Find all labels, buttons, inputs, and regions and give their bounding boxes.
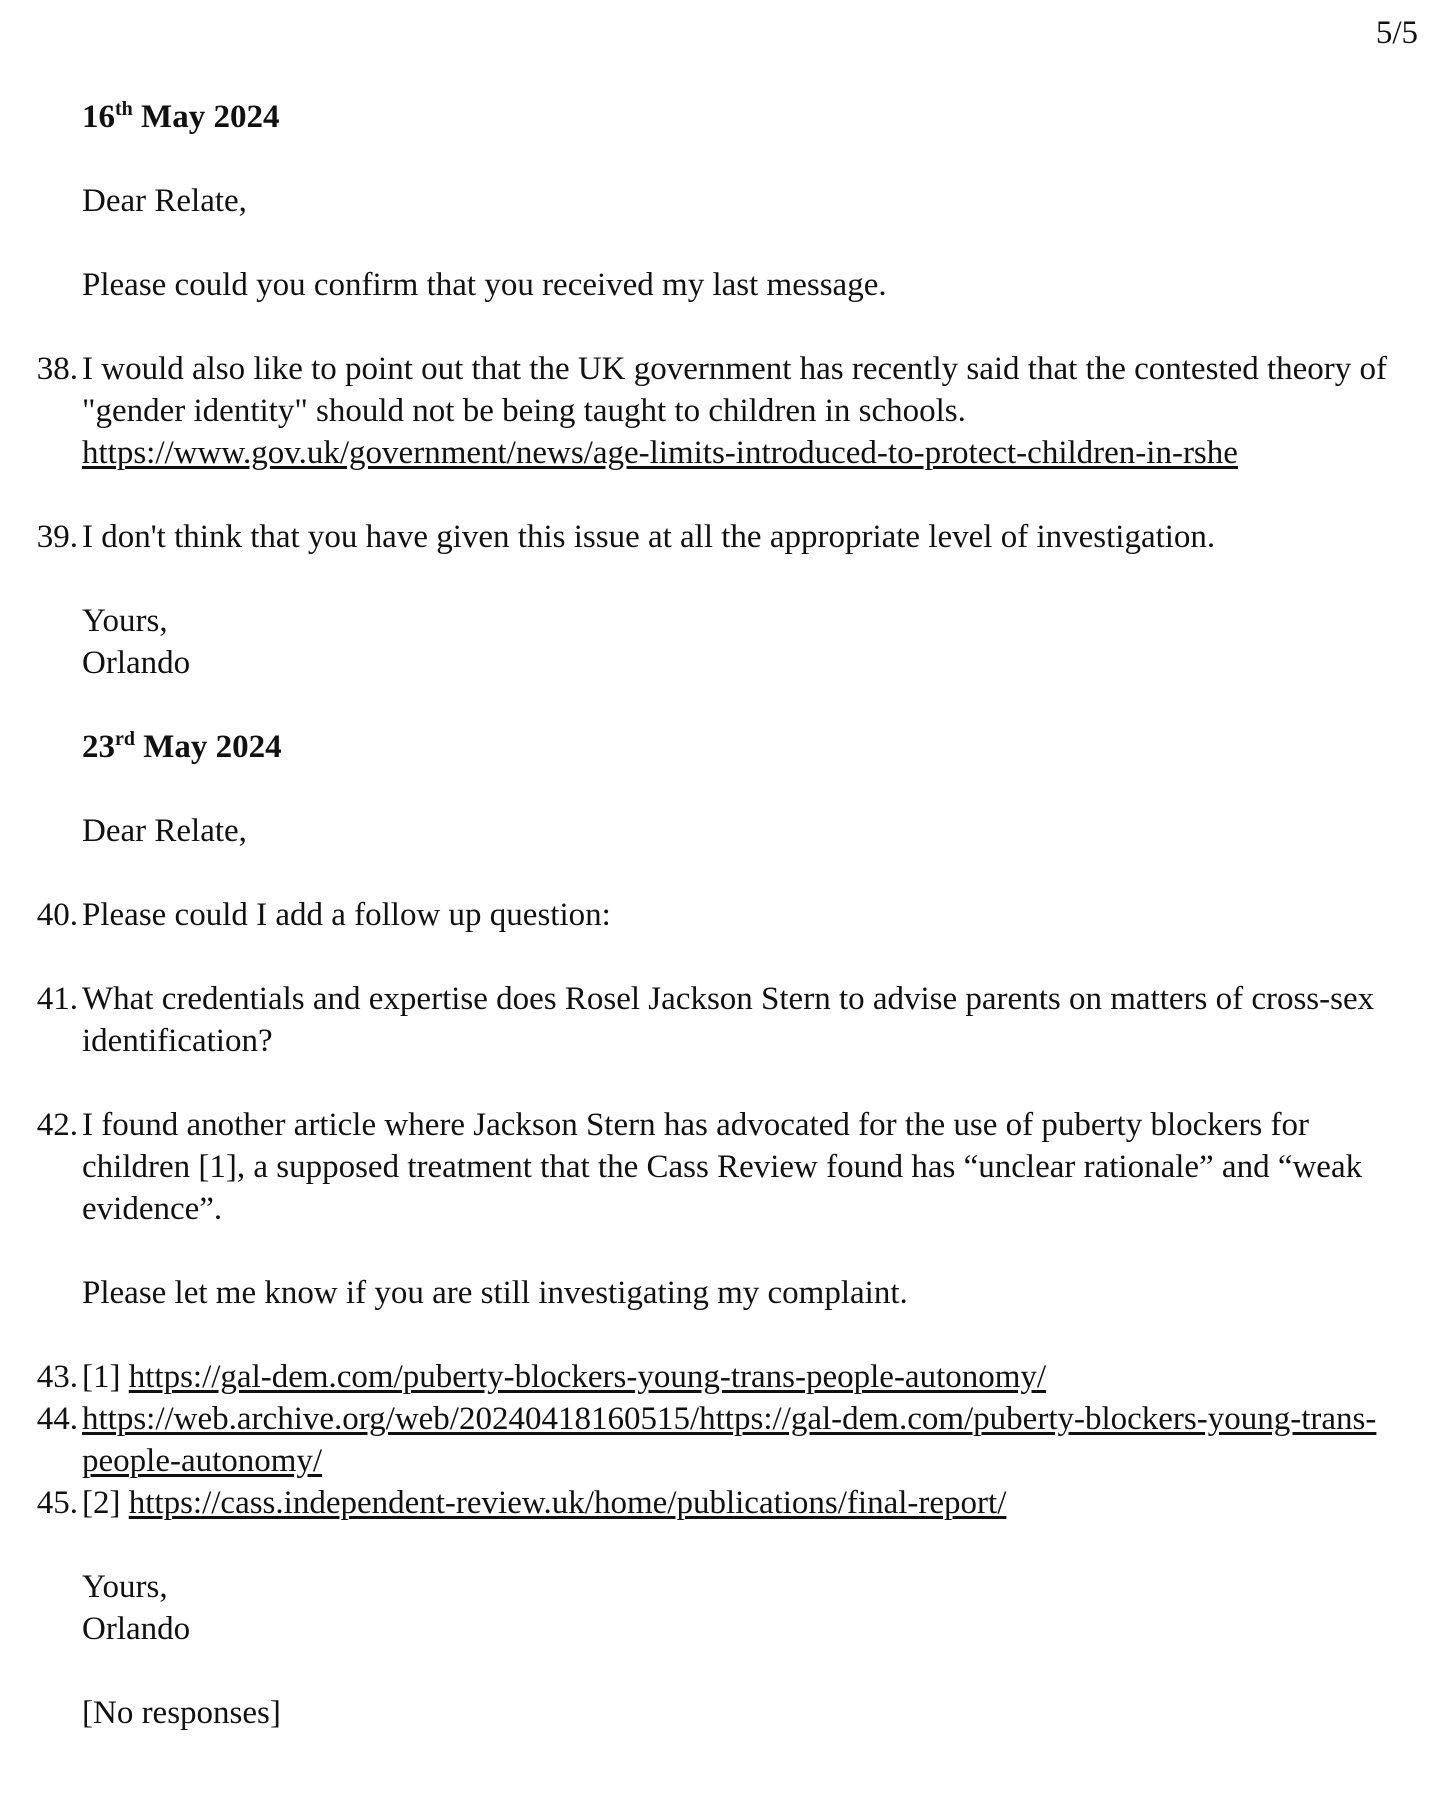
date-month-year: May 2024 xyxy=(141,99,280,135)
date-day: 16 xyxy=(82,99,115,135)
item-number: 39. xyxy=(36,519,78,555)
document-body xyxy=(36,96,1422,1776)
gal-dem-link[interactable]: https://gal-dem.com/puberty-blockers-young-trans-people-autonomy/ xyxy=(128,1359,1047,1395)
page-number: 5/5 xyxy=(1375,15,1418,51)
sign-off-block xyxy=(82,1566,1422,1650)
gov-uk-link[interactable]: https://www.gov.uk/government/news/age-limits-introduced-to-protect-children-in-rshe xyxy=(82,435,1238,471)
item-text: I would also like to point out that the UK government has recently said that the contested theory of "gender identity" should not be being taught to children in schools. xyxy=(82,351,1388,429)
no-responses-note: [No responses] xyxy=(82,1695,281,1731)
reference-prefix: [2] xyxy=(82,1485,129,1521)
signature: Orlando xyxy=(82,1611,191,1647)
item-number: 40. xyxy=(36,897,78,933)
intro-paragraph: Please could you confirm that you received my last message. xyxy=(82,267,887,303)
closing-paragraph: Please let me know if you are still investigating my complaint. xyxy=(82,1275,908,1311)
item-number: 45. xyxy=(36,1485,78,1521)
item-text: What credentials and expertise does Rosel Jackson Stern to advise parents on matters of cross-sex identification? xyxy=(82,981,1375,1059)
greeting: Dear Relate, xyxy=(82,813,247,849)
numbered-item xyxy=(36,516,1422,558)
item-number: 42. xyxy=(36,1107,78,1143)
letter-date xyxy=(82,726,1422,768)
item-number: 41. xyxy=(36,981,78,1017)
date-month-year: May 2024 xyxy=(143,729,282,765)
date-suffix: rd xyxy=(115,728,135,750)
item-number: 43. xyxy=(36,1359,78,1395)
sign-off-block xyxy=(82,600,1422,684)
numbered-item xyxy=(36,348,1422,474)
date-suffix: th xyxy=(115,98,133,120)
signature: Orlando xyxy=(82,645,191,681)
reference-prefix: [1] xyxy=(82,1359,129,1395)
item-text: Please could I add a follow up question: xyxy=(82,897,611,933)
letter-date xyxy=(82,96,1422,138)
item-text: I don't think that you have given this issue at all the appropriate level of investigation. xyxy=(82,519,1216,555)
greeting: Dear Relate, xyxy=(82,183,247,219)
cass-review-link[interactable]: https://cass.independent-review.uk/home/publications/final-report/ xyxy=(128,1485,1007,1521)
web-archive-link[interactable]: https://web.archive.org/web/20240418160515/https://gal-dem.com/puberty-blockers-young-trans-people-autonomy/ xyxy=(82,1401,1377,1479)
sign-off: Yours, xyxy=(82,603,168,639)
sign-off: Yours, xyxy=(82,1569,168,1605)
date-day: 23 xyxy=(82,729,115,765)
numbered-item xyxy=(36,894,1422,936)
numbered-item xyxy=(36,978,1422,1062)
reference-item xyxy=(36,1482,1422,1524)
item-text: I found another article where Jackson Stern has advocated for the use of puberty blockers for children [1], a supposed treatment that the Cass Review found has “unclear rationale” and “weak evidence”. xyxy=(82,1107,1363,1227)
numbered-item xyxy=(36,1104,1422,1230)
reference-item xyxy=(36,1356,1422,1398)
reference-item xyxy=(36,1398,1422,1482)
item-number: 38. xyxy=(36,351,78,387)
item-number: 44. xyxy=(36,1401,78,1437)
